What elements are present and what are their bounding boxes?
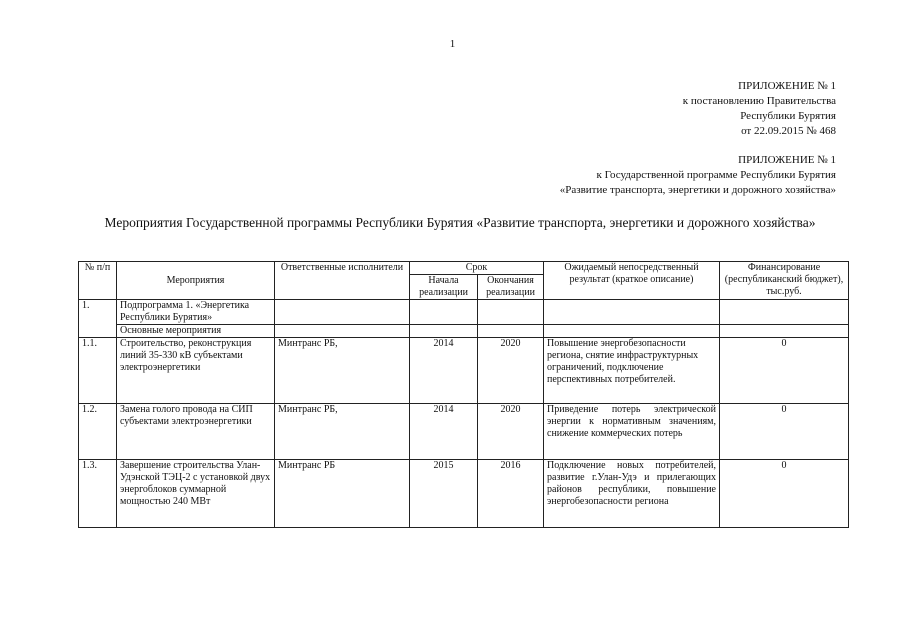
- row-end: 2020: [478, 338, 544, 404]
- row-financing: 0: [720, 338, 849, 404]
- row-financing: 0: [720, 404, 849, 460]
- row-end: 2016: [478, 460, 544, 528]
- table-row-main-measures: [79, 325, 849, 338]
- row-num: 1.2.: [79, 404, 117, 460]
- header-start: Начала реализации: [410, 275, 478, 300]
- header-term: Срок: [410, 262, 544, 275]
- appendix-title: ПРИЛОЖЕНИЕ № 1: [738, 80, 836, 92]
- page-number: 1: [449, 38, 456, 50]
- row-end: 2020: [478, 404, 544, 460]
- header-result: Ожидаемый непосредственный результат (краткое описание): [544, 262, 720, 300]
- table-row: [79, 404, 849, 460]
- header-financing: Финансирование (республиканский бюджет), тыс.руб.: [720, 262, 849, 300]
- row-start: 2014: [410, 338, 478, 404]
- appendix-line: к Государственной программе Республики Бурятия: [596, 169, 836, 181]
- appendix-line: к постановлению Правительства: [682, 95, 836, 107]
- table-row: [79, 460, 849, 528]
- row-measure: Строительство, реконструкция линий 35-330 кВ субъектами электроэнергетики: [117, 338, 275, 404]
- header-responsible: Ответственные исполнители: [275, 262, 410, 300]
- table-row-subprogram: [79, 300, 849, 325]
- appendix-block-program: [560, 153, 836, 198]
- appendix-line: от 22.09.2015 № 468: [741, 125, 836, 137]
- header-end: Окончания реализации: [478, 275, 544, 300]
- appendix-block-decree: [683, 79, 836, 139]
- header-measures: Мероприятия: [117, 262, 275, 300]
- row-result: Повышение энергобезопасности региона, снятие инфраструктурных ограничений, подключение перспективных потребителей.: [544, 338, 720, 404]
- row-start: 2015: [410, 460, 478, 528]
- measures-table: [78, 261, 849, 528]
- appendix-line: «Развитие транспорта, энергетики и дорожного хозяйства»: [559, 184, 836, 196]
- row-measure: Завершение строительства Улан-Удэнской ТЭЦ-2 с установкой двух энергоблоков суммарной мощностью 240 МВт: [117, 460, 275, 528]
- row-result: Приведение потерь электрической энергии к нормативным значениям, снижение коммерческих потерь: [544, 404, 720, 460]
- subprogram-name: Подпрограмма 1. «Энергетика Республики Бурятия»: [117, 300, 275, 325]
- row-start: 2014: [410, 404, 478, 460]
- row-responsible: Минтранс РБ,: [275, 404, 410, 460]
- header-num: № п/п: [79, 262, 117, 300]
- table-row: [79, 338, 849, 404]
- main-measures-label: Основные мероприятия: [117, 325, 275, 338]
- row-measure: Замена голого провода на СИП субъектами электроэнергетики: [117, 404, 275, 460]
- appendix-line: Республики Бурятия: [740, 110, 836, 122]
- appendix-title: ПРИЛОЖЕНИЕ № 1: [738, 154, 836, 166]
- row-responsible: Минтранс РБ,: [275, 338, 410, 404]
- row-result: Подключение новых потребителей, развитие г.Улан-Удэ и прилегающих районов республики, повышение энергобезопасности региона: [544, 460, 720, 528]
- table-header-row: [79, 262, 849, 275]
- row-financing: 0: [720, 460, 849, 528]
- subprogram-num: 1.: [79, 300, 117, 325]
- row-responsible: Минтранс РБ: [275, 460, 410, 528]
- document-title: Мероприятия Государственной программы Республики Бурятия «Развитие транспорта, энергетики и дорожного хозяйства»: [104, 215, 816, 230]
- row-num: 1.3.: [79, 460, 117, 528]
- row-num: 1.1.: [79, 338, 117, 404]
